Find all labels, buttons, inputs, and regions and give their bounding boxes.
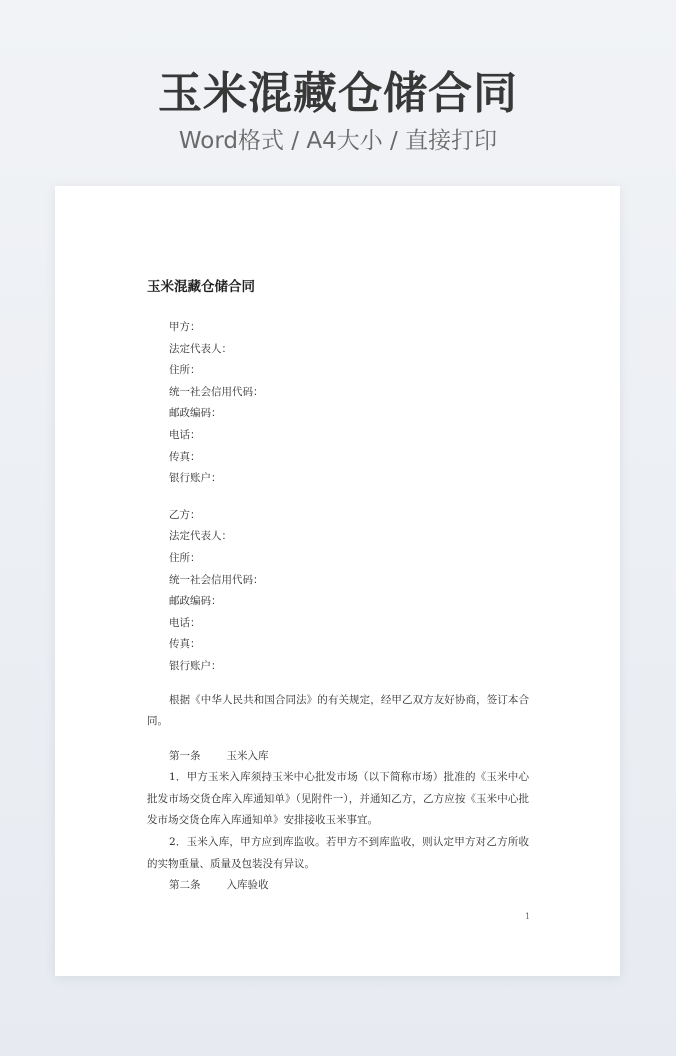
party-a-credit-code: 统一社会信用代码： [169,385,264,398]
article-2-heading [147,875,529,897]
article-1-title: 玉米入库 [226,749,269,762]
article-1-clause-2: 2．玉米入库，甲方应到库监收。若甲方不到库监收，则认定甲方对乙方所收的实物重量、质量及包装没有异议。 [147,836,529,870]
document-page [55,186,620,976]
document-title: 玉米混藏仓储合同 [147,279,255,295]
party-b-name: 乙方： [169,508,201,521]
party-b-postcode: 邮政编码： [169,595,222,608]
party-a-postcode: 邮政编码： [169,407,222,420]
banner-title: 玉米混藏仓储合同 [158,68,518,119]
article-1-clause-1: 1．甲方玉米入库须持玉米中心批发市场（以下简称市场）批准的《玉米中心批发市场交货仓库入库通知单》（见附件一），并通知乙方，乙方应按《玉米中心批发市场交货仓库入库通知单》安排接收玉米事宜。 [147,771,529,827]
party-b-bank-account: 银行账户： [169,659,222,672]
article-1-number: 第一条 [169,749,201,762]
party-b-phone: 电话： [169,616,201,629]
party-a-name: 甲方： [169,321,201,333]
party-a-block [147,317,529,490]
page-number: 1 [525,912,531,921]
party-a-bank-account: 银行账户： [169,472,222,485]
party-a-fax: 传真： [169,450,201,463]
party-separator [147,490,529,505]
article-1-heading [147,746,529,768]
party-b-block [147,505,529,678]
party-a-representative: 法定代表人： [169,342,232,355]
party-b-fax: 传真： [169,638,201,651]
party-b-address: 住所： [169,551,201,564]
party-a-phone: 电话： [169,428,201,441]
banner-subtitle: Word格式 / A4大小 / 直接打印 [178,128,498,154]
article-2-number: 第二条 [169,879,201,892]
party-b-representative: 法定代表人： [169,530,232,543]
banner [0,66,676,158]
document-body [147,277,529,897]
party-a-address: 住所： [169,364,201,377]
intro-paragraph: 根据《中华人民共和国合同法》的有关规定，经甲乙双方友好协商，签订本合同。 [147,693,529,728]
article-2-title: 入库验收 [226,879,269,892]
party-b-credit-code: 统一社会信用代码： [169,573,264,586]
